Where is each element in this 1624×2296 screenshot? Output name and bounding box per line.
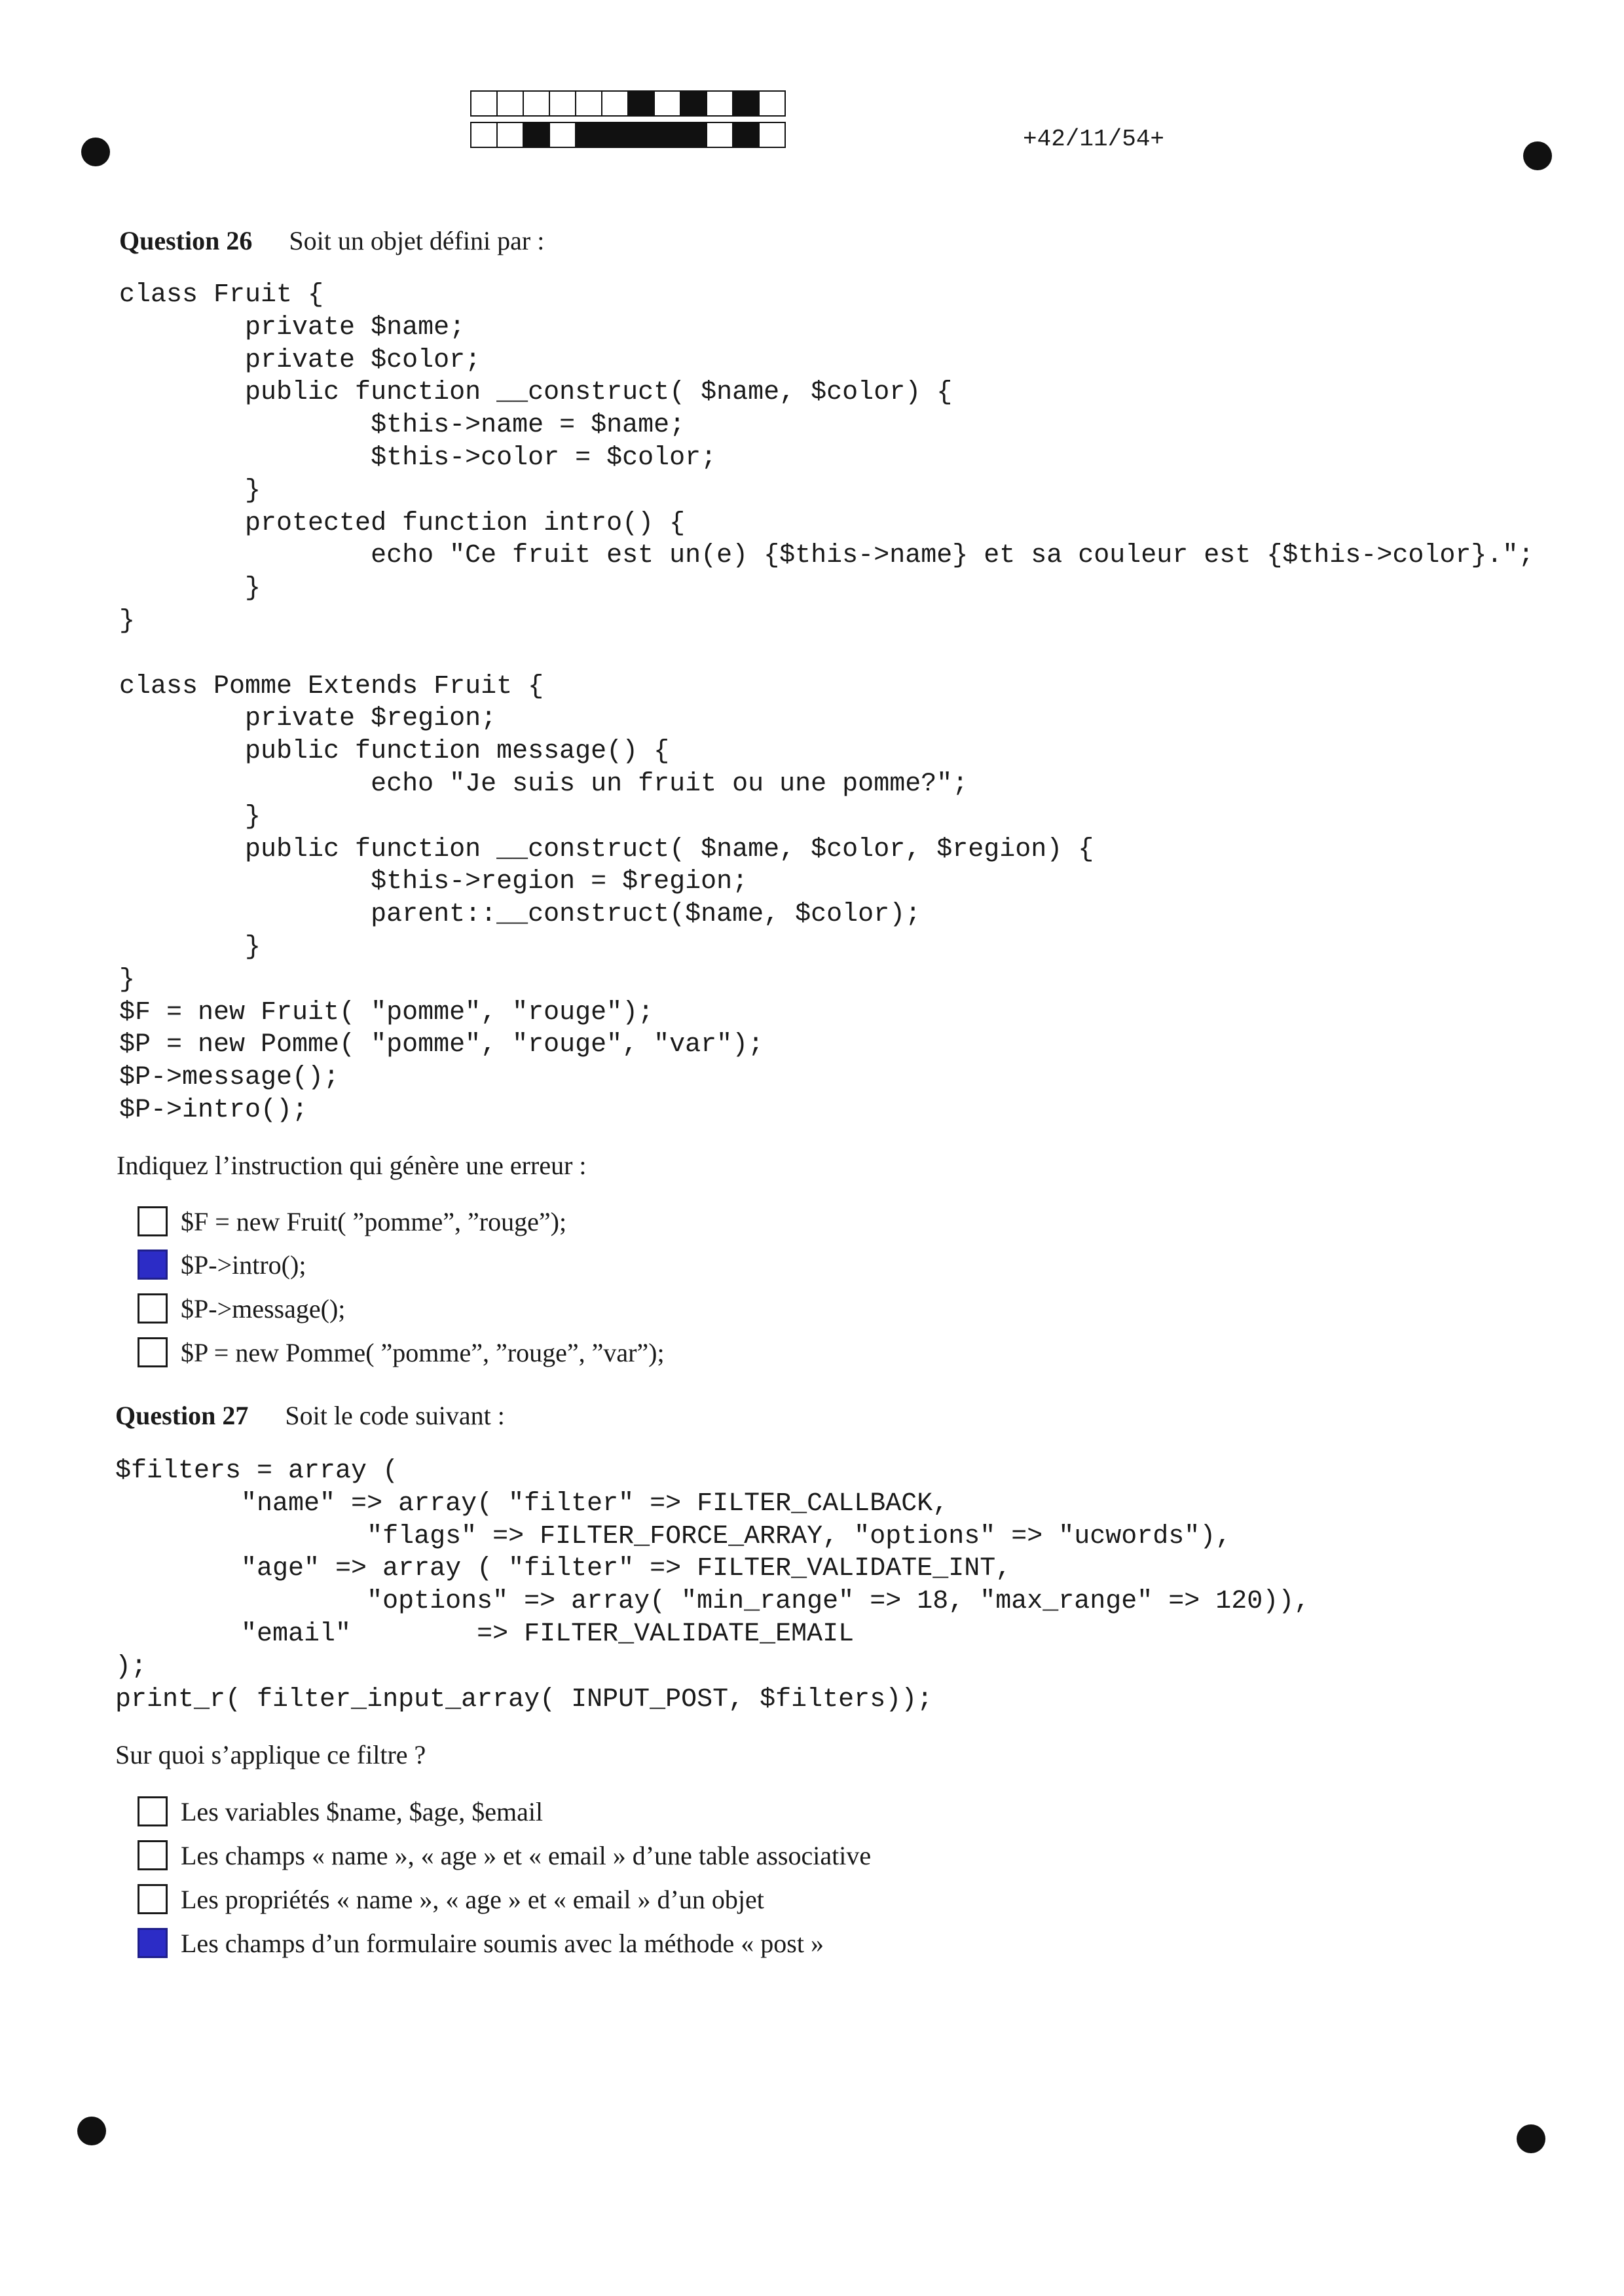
checkbox[interactable] xyxy=(138,1337,168,1367)
question-26-choice-4[interactable] xyxy=(138,1334,665,1371)
question-27-choice-1[interactable] xyxy=(138,1793,543,1830)
question-26-choice-3[interactable] xyxy=(138,1290,345,1327)
choice-label: Les champs « name », « age » et « email » d’une table associative xyxy=(181,1840,872,1870)
question-text: Soit le code suivant : xyxy=(285,1401,505,1430)
question-26-prompt: Indiquez l’instruction qui génère une erreur : xyxy=(117,1151,587,1180)
checkbox-checked[interactable] xyxy=(138,1250,168,1280)
question-27-choice-4[interactable] xyxy=(138,1925,824,1961)
choice-label: $P->intro(); xyxy=(181,1250,306,1280)
question-number: Question 26 xyxy=(119,226,253,255)
registration-dot-bottom-left xyxy=(77,2117,106,2145)
question-26-choice-1[interactable] xyxy=(138,1203,566,1240)
choice-label: Les propriétés « name », « age » et « email » d’un objet xyxy=(181,1884,764,1914)
page-code: +42/11/54+ xyxy=(1023,126,1165,153)
checkbox[interactable] xyxy=(138,1293,168,1324)
registration-dot-bottom-right xyxy=(1517,2124,1545,2153)
choice-label: Les champs d’un formulaire soumis avec la méthode « post » xyxy=(181,1928,824,1958)
choice-label: $P = new Pomme( ”pomme”, ”rouge”, ”var”); xyxy=(181,1337,665,1367)
question-number: Question 27 xyxy=(115,1401,249,1430)
registration-dot-top-left xyxy=(81,138,110,166)
question-text: Soit un objet défini par : xyxy=(289,226,545,255)
question-26-code: class Fruit { private $name; private $color; public function __construct( $name, $color) { $this->name = $name; $this->color = $color; } protected function intro() { echo "Ce fruit est un(e) {$this->name} et sa couleur est {$this->color}."; } } class Pomme Extends Fruit { private $region; public function message() { echo "Je suis un fruit ou une pomme?"; } public function __construct( $name, $color, $region) { $this->region = $region; parent::__construct($name, $color); } } $F = new Fruit( "pomme", "rouge"); $P = new Pomme( "pomme", "rouge", "var"); $P->message(); $P->intro(); xyxy=(119,280,1534,1125)
question-27-code: $filters = array ( "name" => array( "filter" => FILTER_CALLBACK, "flags" => FILTER_FORCE_ARRAY, "options" => "ucwords"), "age" => array ( "filter" => FILTER_VALIDATE_INT, "options" => array( "min_range" => 18, "max_range" => 120)), "email" => FILTER_VALIDATE_EMAIL ); print_r( filter_input_array( INPUT_POST, $filters)); xyxy=(115,1456,1310,1714)
checkbox[interactable] xyxy=(138,1796,168,1826)
checkbox[interactable] xyxy=(138,1884,168,1914)
question-27-heading xyxy=(115,1400,505,1431)
question-27-choice-2[interactable] xyxy=(138,1837,871,1874)
choice-label: Les variables $name, $age, $email xyxy=(181,1796,544,1826)
checkbox[interactable] xyxy=(138,1206,168,1236)
question-27-choice-3[interactable] xyxy=(138,1881,764,1917)
question-26-heading xyxy=(119,225,544,256)
choice-label: $F = new Fruit( ”pomme”, ”rouge”); xyxy=(181,1206,567,1236)
checkbox[interactable] xyxy=(138,1840,168,1870)
question-27-prompt: Sur quoi s’applique ce filtre ? xyxy=(115,1740,426,1769)
choice-label: $P->message(); xyxy=(181,1293,346,1324)
question-26-choice-2[interactable] xyxy=(138,1246,306,1283)
registration-dot-top-right xyxy=(1523,141,1552,170)
checkbox-checked[interactable] xyxy=(138,1928,168,1958)
